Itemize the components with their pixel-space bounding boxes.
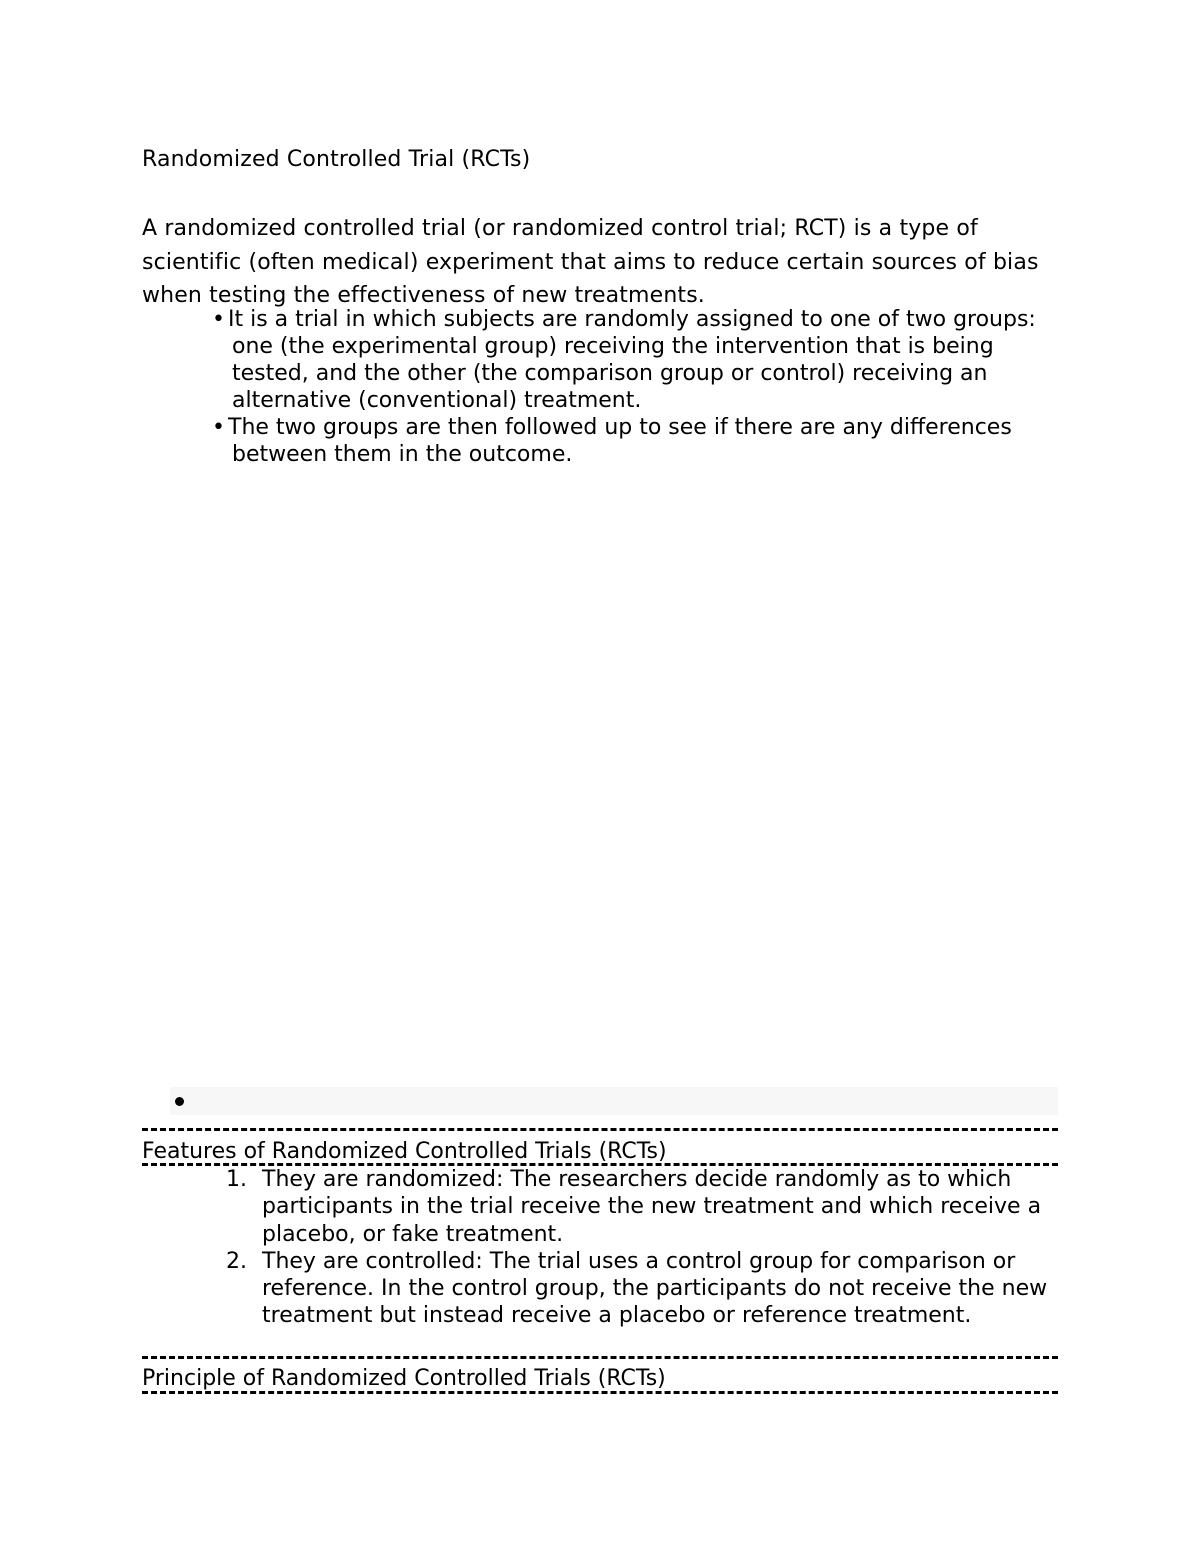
intro-paragraph: A randomized controlled trial (or randomized control trial; RCT) is a type of scientific (often medical) experiment that aims to reduce certain sources of bias when testing the effectiveness of new treatments.: [142, 216, 1039, 308]
bullet-icon: •: [212, 307, 225, 332]
divider-line: [142, 1391, 1058, 1394]
list-number: 1.: [226, 1167, 247, 1192]
bullet-list: [196, 306, 1076, 468]
features-heading: Features of Randomized Controlled Trials (RCTs): [142, 1139, 667, 1164]
bullet-text: The two groups are then followed up to see if there are any differences between them in the outcome.: [228, 415, 1012, 467]
principle-heading: Principle of Randomized Controlled Trials (RCTs): [142, 1366, 666, 1391]
divider-line: [142, 1128, 1058, 1131]
empty-bullet-icon: [175, 1097, 184, 1106]
list-number: 2.: [226, 1248, 247, 1274]
empty-bullet-row: [170, 1087, 1058, 1115]
list-item: [196, 414, 1076, 468]
feature-text: They are randomized: The researchers decide randomly as to which participants in the trial receive the new treatment and which receive a placebo, or fake treatment.: [262, 1167, 1042, 1247]
list-item: [222, 1248, 1062, 1330]
list-item: [222, 1166, 1062, 1248]
bullet-icon: •: [212, 415, 225, 440]
features-list: [222, 1166, 1062, 1330]
page-title: Randomized Controlled Trial (RCTs): [142, 147, 531, 172]
list-item: [196, 306, 1076, 414]
divider-line: [142, 1356, 1058, 1359]
feature-text: They are controlled: The trial uses a control group for comparison or reference. In the control group, the participants do not receive the new treatment but instead receive a placebo or reference treatment.: [262, 1248, 1048, 1329]
bullet-text: It is a trial in which subjects are randomly assigned to one of two groups: one (the experimental group) receiving the intervention that is being tested, and the other (the comparison group or control) receiving an alternative (conventional) treatment.: [228, 307, 1036, 413]
